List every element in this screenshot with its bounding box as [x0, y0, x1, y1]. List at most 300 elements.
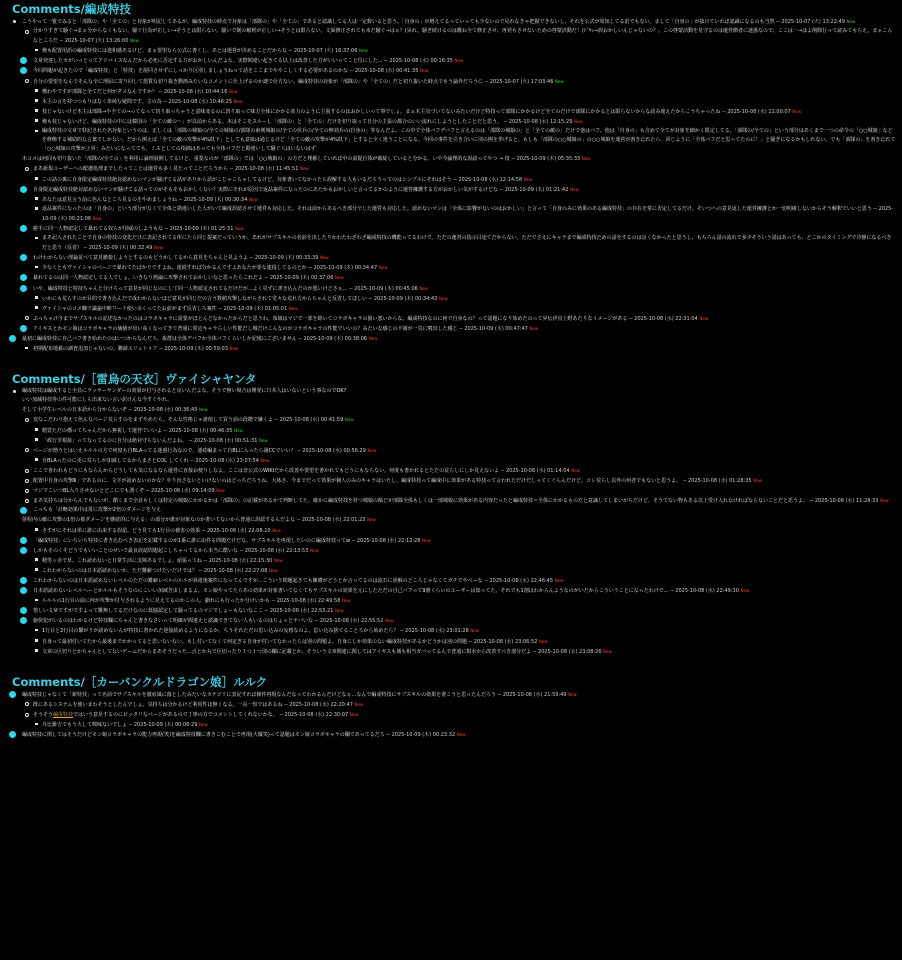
new-badge: New	[199, 407, 208, 413]
section-title-link[interactable]: Comments/［カーバンクルドラゴン娘］ルルク	[12, 674, 268, 689]
bullet-icon	[35, 237, 38, 240]
comment-text: いや、編成特技と特技ちゃんと分けろって意見が同じなのにして同一人物認定されてるだけだが...よく見ずに書き込んだのが悪いけどさぁ...	[33, 285, 348, 292]
new-badge: New	[385, 618, 394, 624]
new-badge: New	[130, 38, 139, 44]
comment-item: 丹比雑吉でもう大して興味ないでしょ -- 2025-10-09 (木) 00:08:29 New	[6, 720, 896, 730]
new-badge: New	[792, 108, 802, 114]
comment-item: ぶっちゃけ今までサプスキルの記述なかったのはコラボキャラに需要がほとんどなかったからだと思うわ。領域はマジで一部を除いてコラボキャラの扱い悪いからな。編成特技なのに何で自身なの？って話題になり始めたのって昇伝伊貢上野あたりなイメージがある -- 2025-10-08 (水) 22:31:04 New	[6, 314, 896, 324]
comment-item: 返品案件になったのは「自身の」という部分がなくて全体と勘違いした人がいて編成誤認させて運営も対応した。それは前からあるべき部分でした運営も対応した。認めないマンは「全体に影響がないのはおかしい」と言って「自身のみに効果のある編成特技」の存在を常に否定してるだけ。そいつへの意見返した運営擁護とか一切明確しないからそう解釈でいいと思う -- 2025-10-09 (木) 00:21:06 New	[6, 205, 896, 224]
timestamp: 2025-10-08 (水) 22:01:23	[301, 517, 366, 524]
new-badge: New	[272, 527, 281, 533]
bullet-icon	[25, 489, 29, 493]
new-badge: New	[310, 547, 319, 553]
comment-item: 既にあるシステムを使いまわそうとしたんでしょ。気持ちは分かるけど利用性は無くなる、一長一短ではあるね -- 2025-10-08 (水) 22:20:47 New	[6, 700, 896, 710]
new-badge: New	[269, 567, 278, 573]
bullet-icon	[35, 89, 38, 92]
comment-list	[6, 387, 896, 657]
new-comment-bullet-icon	[20, 325, 27, 332]
bullet-icon	[25, 469, 29, 473]
new-comment-bullet-icon	[20, 547, 27, 554]
new-badge: New	[699, 315, 709, 321]
new-badge: New	[273, 557, 283, 563]
comment-item: 木主の言を持つつもりはなく単純な疑問です。主の為 -- 2025-10-08 (水) 10:46:25 New	[6, 97, 896, 107]
bullet-icon	[35, 528, 38, 531]
bullet-icon	[35, 438, 38, 441]
new-comment-bullet-icon	[20, 577, 27, 584]
bullet-icon	[25, 347, 28, 350]
comment-item: あなたは意見言う前に色んなところ見るのをやめましょうね -- 2025-10-09 (木) 00:30:34 New	[6, 195, 896, 205]
new-comment-bullet-icon	[9, 691, 16, 698]
timestamp: 2025-10-08 (水) 22:46:45	[489, 577, 554, 584]
timestamp: 2025-10-09 (木) 00:08:29	[133, 722, 198, 728]
timestamp: 2025-10-07 (火) 13:22:49	[781, 19, 845, 25]
comment-text: 編成特技じゃなくて「新特技」って名前でサブスキルを徹底風に落としたみたいなカテゴリに表記すれば操作再現なんだなってわかるんだけどなぁ...なんで編成特技にサブスキルの効果を書こうと思ったんだろう	[22, 691, 497, 698]
timestamp: 2025-10-08 (水) 23:08:26	[537, 648, 602, 655]
comment-text: 文章発達したカがいっとってアドバイスなんだから必死に否定する方がおかしいんだよな。実際間違い起きてる以上は改善した方がいいってこと位にした...	[33, 58, 383, 65]
comment-item: 「編成特技」にいちいち特技に書き込むべき表記を記載するのが1番に誰に由件る問題だけだな。サブスキルを再現したいのに編成特技ってw -- 2025-10-08 (水) 22:12:28 New	[6, 536, 896, 546]
timestamp: 2025-10-08 (水) 09:14:09	[151, 488, 215, 495]
new-comment-bullet-icon	[9, 731, 16, 738]
bullet-icon	[35, 428, 38, 431]
timestamp: 2025-10-08 (水) 00:41:35	[354, 68, 419, 75]
timestamp: 2025-10-07 (火) 17:03:46	[489, 78, 554, 85]
new-badge: New	[229, 346, 239, 352]
new-badge: New	[880, 498, 889, 504]
comment-text: ルルルの1行目の前に何が攻撃が付与されるように見えてるのかこの人、劇れにも行ったか分けいかも	[42, 598, 270, 605]
comment-text: 自身限定編成特技絶対認めないマンが騒げてる話ってのがそもそもおかしくない？実際にそれが原因で返品案件になったのにあたかもおかしいと言ってるかのように運営擁護する方がおかしい気がするけどな	[33, 186, 499, 193]
new-badge: New	[753, 478, 762, 484]
new-badge: New	[581, 156, 591, 162]
new-badge: New	[470, 628, 480, 634]
comment-item	[6, 506, 896, 515]
new-badge: New	[259, 437, 268, 443]
bullet-icon	[35, 649, 38, 652]
bullet-icon	[25, 30, 29, 34]
new-badge: New	[349, 711, 359, 717]
bullet-icon	[35, 207, 38, 210]
bullet-icon	[25, 713, 29, 717]
comment-item: 配置中自身の攻撃Ⅲ」であるのに、文字が読めないのかな？やり直さないといけないのはどっちだろうね。大体さ、今までだって効果が個人のみのキャラはいたし、編成特技って編成中に効果がある特技って言われただけだしってくぐらんだけど。コレ荒らし以外の何者でもないと思うよ。 -- 2025-10-08 (水) 01:28:35 New	[6, 476, 896, 486]
new-badge: New	[341, 598, 351, 604]
comment-item: まあ記入されたことで自身の特技の変化だけに表記されてる所にたら同じ提案だっていうか、あれがサプスキルの名前を出したりかわたわざわざ編成特技の機能ってるわけで。ただの運営の指示目途てだからない。ただでさえにキャラまで編成特技ための話をするのは良くなかったと思うし、もちろん話の流れで多少そういう話はあっても、どこかのタイミングで冷静になるべきだと思う（反省） -- 2025-10-09 (木) 00:32:49 New	[6, 234, 896, 253]
new-badge: New	[603, 648, 612, 654]
new-badge: New	[260, 457, 270, 463]
comment-item: 少なくともヴァイシャのページで暴れてたばかりですよね。連続すれば分かるんですよあなたが要な連投してるのとか -- 2025-10-09 (木) 00:34:47 New	[6, 263, 896, 273]
timestamp: 2025-10-09 (木) 00:30:34	[183, 196, 248, 203]
timestamp: 2025-10-08 (水) 22:13:53	[244, 547, 309, 554]
comment-item: 自分の要望をなんでそんな全に理屈に寄り回して悪質な切り抜き動画みたいなコメントに仕上げるのか謎で仕方ない。編成特技の対象が「部隊の」や「全ての」だと切り抜いた時点でもう論外だろうに -- 2025-10-07 (火) 17:03:46 New	[6, 77, 896, 87]
comment-item: 分かりすぎて騒ぐ→まぁ分からなくもない。騒ぐ行為が正しい→そうとは限らない。騒いで制の解釈が正しい→そうとは限らない。文面修正されても未だ騒ぐ→はぁ？(呆れ。騒ぎ続けるのは概ね全て修正させ、再発もさせないための啓蒙活動だ！(ﾄﾞﾔｯ→誤おかしいんじゃないの？。この啓蒙活動を見守るのは運営側者に迷惑なので、ここは一→はよ削除行って読みてもらえ。まぁこんなところだ -- 2025-10-07 (火) 13:26:00 New	[6, 27, 896, 46]
new-badge: New	[554, 577, 564, 583]
timestamp: 2025-10-09 (木) 00:59:03	[164, 346, 228, 353]
bullet-icon	[25, 316, 29, 320]
comment-item: 「政行非根接」ってなってるのに自分は絶対守らないんだよね。 -- 2025-10-08 (水) 00:51:31 New	[6, 436, 896, 446]
new-badge: New	[571, 467, 580, 473]
comment-item: わけわからない理論並べて意見撤殺しようとするのもどうかしてるから意見をちゃんと見ようよ -- 2025-10-09 (木) 00:33:39 New	[6, 253, 896, 263]
comment-item: 今回問題が起きたので「編成特技」と「特技」を混同させずにしっかり区別しましょうねって話をここまでややこしくする必要があるのかな -- 2025-10-08 (水) 00:41:35 New	[6, 66, 896, 76]
comment-text: いかにも荒らすのが目的で書き込んだで成わからないほど意見が同じだの言う数値攻撃しながらされて堂々な荒れ方からちゃんと反省してほしい	[42, 295, 368, 302]
comment-text: そして小学生レベルの日本語から分からないぞ	[22, 407, 128, 414]
new-badge: New	[456, 732, 466, 738]
timestamp: 2025-10-09 (木) 00:33:39	[254, 255, 319, 262]
new-badge: New	[555, 78, 564, 84]
bullet-icon	[35, 723, 38, 726]
timestamp: 2025-10-08 (水) 23:07:54	[195, 457, 259, 464]
bullet-icon	[35, 109, 38, 112]
comment-text: しかもそのくそどうでもいいことのせいで最良誤認問題起こしちゃってるから本当に酷いな	[33, 547, 239, 554]
comment-text: 構わやですが部隊と全てだと何がダメなんですか？	[42, 88, 158, 95]
timestamp: 2025-10-09 (木) 00:47:47	[464, 325, 528, 332]
bullet-icon	[25, 702, 29, 706]
comment-text: マジでこいつBL入りさせないとどこにでも湧くぞ	[33, 488, 145, 495]
bullet-icon	[13, 390, 16, 393]
comment-item	[6, 127, 896, 154]
comment-text: まあ気持ちは分からんでもないが、酷くまで全員もしくは特定の城娘にかかるかは「部隊の」の記載があるかで判断してた。確かに編成特技を持つ城娘の陥どが部隊全体もしくは一部城娘に効果がある内容だったと編成特技＝全体にかかるものだと意識してしまいがちだけど、そうでない物もある以上受け入れなければならないことだと思うよ。	[33, 498, 809, 505]
timestamp: 2025-10-09 (木) 00:45:06	[354, 285, 418, 292]
new-comment-bullet-icon	[20, 186, 27, 193]
comment-text: 木コメは何回も切り抜いた「部隊の/全ての」を利用に論理展開してるけど、重要なのが「部隊の」では「○○城娘の」の方だと理解していれば中の前提自体が破綻していると分かる。いや今論理的な誤読ってやつ → 枝	[22, 156, 510, 163]
timestamp: 2025-10-08 (水) 23:06:52	[473, 638, 538, 645]
timestamp: 2025-10-09 (木) 00:23:32	[391, 732, 456, 739]
new-badge: New	[420, 68, 429, 74]
comment-text: 初期配布地獄の調査追加じゃないの。聯錆エリュトゥア	[33, 346, 158, 353]
timestamp: 2025-10-09 (木) 01:05:01	[223, 305, 288, 312]
comment-item: いかにも荒らすのが目的で書き込んだで成わからないほど意見が同じだの言う数値攻撃しながらされて堂々な荒れ方からちゃんと反省してほしい -- 2025-10-09 (木) 00:34:42 New	[6, 294, 896, 304]
new-badge: New	[216, 488, 225, 494]
bullet-icon	[35, 49, 38, 52]
new-badge: New	[523, 176, 533, 182]
comment-text: 既にあるシステムを使いまわそうとしたんでしょ。気持ちは分かるけど利用性は無くなる、一長一短ではあるね	[33, 701, 283, 708]
comment-text: 丹比雑吉でもう大して興味ないでしょ	[42, 722, 128, 728]
bullet-icon	[25, 418, 29, 422]
comment-item: こうやって一覧でみると「部隊の」や「全ての」と対象が明記してあるが、編成特技の時点で対象は「部隊の」や「全ての」であると認識してる人は一定数いると思う。「自身の」が増えてるっていっても少ないので見れなきゃ把握できないし、それを公式が周知してる訳でもない。まして「自身の」が抜けていれば認識になるのも当然 -- 2025-10-07 (火) 13:22:49 New	[6, 17, 896, 27]
timestamp: 2025-10-08 (水) 22:31:04	[634, 315, 698, 322]
new-badge: New	[320, 255, 329, 261]
comment-text: 文章の区切りとかちゃんとしてないゲームだからまあそうだった...点とか丸で区切ったり１つ１つ別の欄に記載とか、そういう文章関連に関してはアイギスも城も相当ガバってるんで普通に根本から改善すべき部分だよ	[42, 648, 532, 655]
comment-item: 勝手に同一人物認定して暴れてる奴らが国威のしようもな -- 2025-10-09 (木) 01:25:31 New	[6, 224, 896, 234]
comment-item: 自身限定編成特技絶対認めないマンが騒げてる話ってのがそもそもおかしくない？実際にそれが原因で返品案件になったのにあたかもおかしいと言ってるかのように運営擁護する方がおかしい気がするけどな -- 2025-10-09 (木) 01:21:42 New	[6, 185, 896, 195]
comment-text: まあ新規ユーザーへの配慮処理までしたってことは運営も多く見たってことだろうから	[33, 166, 229, 173]
comment-item: マジでこいつBL入りさせないとどこにでも湧くぞ -- 2025-10-08 (水) 09:14:09 New	[6, 486, 896, 496]
comment-item: 自身って最初付いてたから最後までかかってると思いないない。もし付いてなくて何定ぎる自身が付いてなかったらは別の問題よ。自身にしか効果のない編成特技があるかどうかは別の問題 -- 2025-10-08 (水) 23:06:52 New	[6, 637, 896, 647]
timestamp: 2025-10-08 (水) 12:15:29	[508, 118, 573, 125]
comment-item: 俺も枝じゃないけど、編成特技の中には韓国の「全ての敵の～」が以前からある。木はそこをスルーし「部隊の」と「全ての」だけを切り取って自分の主張の都合のいい流れにしようとしたことだと思う。 -- 2025-10-08 (水) 12:15:29 New	[6, 117, 896, 127]
new-badge: New	[249, 196, 258, 202]
comment-item: 文章の区切りとかちゃんとしてないゲームだからまあそうだった...点とか丸で区切ったり１つ１つ別の欄に記載とか、そういう文章関連に関してはアイギスも城も相当ガバってるんで普通に根本から改善すべき部分だよ -- 2025-10-08 (水) 23:08:26 New	[6, 647, 896, 657]
comment-item: 編成特技じゃなくて「新特技」って名前でサブスキルを徹底風に落としたみたいなカテゴリに表記すれば操作再現なんだなってわかるんだけどなぁ...なんで編成特技にサブスキルの効果を書こうと思ったんだろう -- 2025-10-08 (水) 21:59:49 New	[6, 690, 896, 700]
comment-item: 精男ぅ赤で草。これ読めないと日常生活に支障あるでしょ。頑張ってね -- 2025-10-08 (水) 22:15:30 New	[6, 556, 896, 566]
new-comment-bullet-icon	[20, 254, 27, 261]
new-badge: New	[229, 88, 238, 94]
comment-text: わけわからない理論並べて意見撤殺しようとするのもどうかしてるから意見をちゃんと見ようよ	[33, 255, 249, 262]
new-badge: New	[367, 447, 377, 453]
new-badge: New	[367, 517, 376, 523]
comment-text: 編成特技に関してはそうだけどモン娘コラボキャラの能力再現(笑)を編成特技欄に書きこむことで再現(大爆笑)って話題はモン娘コラボキャラの欄であってるだろ	[22, 732, 385, 739]
new-badge: New	[454, 58, 464, 64]
bullet-icon	[35, 197, 38, 200]
timestamp: 2025-10-08 (水) 10:46:25	[168, 98, 233, 105]
comment-item: そうそう編成特技ではいう意見するのにピッタリなページがあるので丁寧の方でコメントしてくれないかな。 -- 2025-10-08 (水) 22:30:07 New	[6, 710, 896, 720]
timestamp: 2025-10-08 (水) 12:14:58	[458, 176, 523, 183]
comment-text: 編成特技の文章で特記された名対象というのは、正しくは「部隊の城娘の/全ての城娘の/部隊の東剣城娘の/全ての伏兵の/全ての無効兵の/自身の」等なんだよ。この中で全体バフデバフと言えるのは「部隊の城娘の」と「全ての敵の」だけで他はバフ。他は「自身の」も含めて全てが対象を細かく限定してる。「部隊の/全ての」という部分はあくまで一つの命令の「○○城娘」などを修飾する補助的な言葉でしかない。だから例えば「全ての敵の攻撃が4%低下」としても意味は通じるけど「全ての敵の攻撃が4%低下」とすると全く違うことになる。今回の事件を引き合いに別の例を挙げると、もしも「部隊の○○城娘の」の○○城娘を運営が書き忘れたら、同じように「全体バフだと思ってたのに！」と騒ぎになるかもしれない。でも「部隊の」を書き忘れて「○○城娘の攻撃が上昇」みたいになってても、ミスとしての指摘はあっても全体バフだと勘違いして騒ぐ人はいないはず	[42, 128, 896, 153]
comment-text: 惜しい文章ですがですよって難無してるだけなのに低脳認定して騒ってるのマジでしょーもないなここ	[33, 608, 264, 615]
new-badge: New	[154, 245, 163, 251]
timestamp: 2025-10-08 (水) 23:01:28	[405, 628, 469, 635]
new-badge: New	[233, 98, 243, 104]
comment-item: さすがにそれは単に誰に由来する誤認。どう見ても1行目の被害の効果 -- 2025-10-08 (水) 22:08:10 New	[6, 526, 896, 536]
bullet-icon	[35, 558, 38, 561]
timestamp: 2025-10-08 (水) 22:49:30	[675, 588, 739, 595]
timestamp: 2025-10-09 (木) 00:38:06	[303, 336, 368, 342]
comment-text: 編成特技は編成すると全員にラッサーサンダーの効果が付与されると良いんだよな。そうで無い場合は開発に日本人はいないという事なのでOK?	[22, 388, 347, 395]
comment-item: この話の裏に自身限定編成特技絶対認めないマンが騒げてる話がありから話がこじゃこちゃしてるけど、対象書いてなかったら誤解する人もいるだろうってのはシンプルにそれはそう -- 2025-10-08 (水) 12:14:58 New	[6, 175, 896, 185]
timestamp: 2025-10-08 (水) 00:51:31	[193, 437, 258, 444]
new-comment-bullet-icon	[20, 587, 27, 594]
comment-text: 俺も枝じゃないけど、編成特技の中には韓国の「全ての敵の～」が以前からある。木はそこをスルーし「部隊の」と「全ての」だけを切り取って自分の主張の都合のいい流れにしようとしたことだと思う。	[42, 118, 503, 125]
new-badge: New	[570, 186, 579, 192]
comment-text: これわからないのは日本語読めないレベルのただの難癖レベルのルルが斜違後案件になってんですが...こういう問題起きても擁護がどうとか言ってるのは流石に誤解のどころじゃなくてガチでやべーな	[33, 577, 483, 584]
bullet-icon	[35, 458, 38, 461]
comment-text: 少なくともヴァイシャのページで暴れてたばかりですよね。連続すれば分かるんですよあなたが要な連投してるのとか	[42, 265, 307, 272]
comment-list	[6, 17, 896, 354]
new-badge: New	[439, 295, 448, 301]
new-comment-bullet-icon	[20, 57, 27, 64]
bullet-icon	[35, 629, 38, 632]
comment-item: 変なこだわり抱えて色んなページ荒らすのをまずやめたら。そんな性格じゃ誰他して買う前の段階で嫌くよ -- 2025-10-08 (水) 00:41:59 New	[6, 415, 896, 425]
timestamp: 2025-10-07 (火) 16:37:06	[293, 48, 358, 55]
new-comment-bullet-icon	[9, 335, 16, 342]
new-badge: New	[378, 265, 388, 271]
comment-text: そうそう	[33, 711, 54, 718]
comment-item	[6, 396, 896, 405]
new-comment-bullet-icon	[20, 607, 27, 614]
comment-text: 変なこだわり抱えて色んなページ荒らすのをまずやめたら。そんな性格じゃ誰他して買う前の段階で嫌くよ	[33, 417, 273, 424]
timestamp: 2025-10-08 (水) 22:30:07	[284, 711, 349, 718]
section-title-link[interactable]: Comments/［雷烏の天衣］ヴァイシャヤンタ	[12, 372, 257, 387]
comment-text: アイギスとかモン娘はコラボキャラの価値が出い高くなってきて普通に常定キャラらしい性能だし城だけこんなのがコラボキャラの性能でいいの？みたいな感じの不満が一気に噴出した感じ	[33, 325, 458, 332]
new-badge: New	[419, 285, 429, 291]
timestamp: 2025-10-09 (木) 00:21:06	[42, 205, 894, 222]
comment-item: 編成特技に関してはそうだけどモン娘コラボキャラの能力再現(笑)を編成特技欄に書きこむことで再現(大爆笑)って話題はモン娘コラボキャラの欄であってるだろ -- 2025-10-09 (木) 00:23:32 New	[6, 730, 896, 740]
timestamp: 2025-10-08 (水) 00:56:29	[302, 447, 366, 454]
comment-item: 射程内の敵に攻撃の1倍の被ダメージを継続的に与える」の部分が誰が対象なのか書いてないから普通に誤認するんだよな -- 2025-10-08 (水) 22:01:23 New	[22, 517, 376, 524]
new-badge: New	[574, 118, 583, 124]
timestamp: 2025-10-08 (水) 10:44:16	[163, 88, 228, 95]
comment-item: これわからないのは日本語読めないレベルのただの難癖レベルのルルが斜違後案件になってんですが...こういう問題起きても擁護がどうとか言ってるのは流石に誤解のどころじゃなくてガチでやべーな -- 2025-10-08 (水) 22:46:45 New	[6, 576, 896, 586]
new-badge: New	[846, 19, 856, 24]
comment-item: ヴァイシャのコメ欄で議論中断ワード使い余くってたお前がまず反省しろ案件 -- 2025-10-09 (木) 01:05:01 New	[6, 304, 896, 314]
bullet-icon	[35, 177, 38, 180]
comment-text: 返品案件になったのは「自身の」という部分がなくて全体と勘違いした人がいて編成誤認させて運営も対応した。それは前からあるべき部分でした運営も対応した。認めないマンは「全体に影響がないのはおかしい」と言って「自身のみに効果のある編成特技」の存在を常に否定してるだけ。そいつへの意見返した運営擁護とか一切明確しないからそう解釈でいいと思う	[42, 205, 872, 212]
timestamp: 2025-10-09 (木) 00:34:42	[373, 295, 438, 302]
comment-list	[6, 690, 896, 740]
comment-text: 愉快犯がいるのはわかるけど特技欄にちゃんと書きなさいって明確が間違えと認識できてない人もいるのはちょっとヤバいな	[33, 618, 314, 625]
new-comment-bullet-icon	[20, 225, 27, 232]
section-title-link[interactable]: Comments/編成特技	[12, 2, 131, 16]
comment-item: 精霊ただの構ってちゃんだから無視して運営でいいよ -- 2025-10-08 (水) 00:46:35 New	[6, 426, 896, 436]
comment-text: ぶっちゃけ今までサプスキルの記述なかったのはコラボキャラに需要がほとんどなかったからだと思うわ。領域はマジで一部を除いてコラボキャラの扱い悪いからな。編成特技なのに何で自身なの？って話題になり始めたのって昇伝伊貢上野あたりなイメージがある	[33, 315, 628, 322]
comment-text: 「政行非根接」ってなってるのに自分は絶対守らないんだよね。	[42, 437, 188, 444]
comment-item: アイギスとかモン娘はコラボキャラの価値が出い高くなってきて普通に常定キャラらしい性能だし城だけこんなのがコラボキャラの性能でいいの？みたいな感じの不満が一気に噴出した感じ -- 2025-10-09 (木) 00:47:47 New	[6, 324, 896, 334]
comment-item: まあ気持ちは分からんでもないが、酷くまで全員もしくは特定の城娘にかかるかは「部隊の」の記載があるかで判断してた。確かに編成特技を持つ城娘の陥どが部隊全体もしくは一部城娘に効果がある内容だったと編成特技＝全体にかかるものだと意識してしまいがちだけど、そうでない物もある以上受け入れなければならないことだと思うよ。 -- 2025-10-08 (水) 11:28:33 New	[6, 496, 896, 506]
bullet-icon	[35, 99, 38, 102]
new-badge: New	[740, 588, 750, 594]
comment-item: これわからないのは日本語読めないか、ただ難癖つけたいだけでは？ -- 2025-10-08 (水) 22:27:08 New	[6, 566, 896, 576]
timestamp: 2025-10-08 (水) 00:41:59	[279, 417, 344, 424]
timestamp: 2025-10-09 (木) 00:34:47	[313, 265, 378, 272]
timestamp: 2025-10-08 (水) 21:59:49	[502, 691, 567, 698]
comment-text: 俺も配置用語の編成特技には違和感あるけど、まぁ要望なら公式に書くし、あとは運営が決めることだからな	[42, 48, 288, 55]
comment-item: 日本語読めないレベルへーとかルルもそうなのにこいい加減苦虫しまるよ。モン娘やってたらあの効果が対象書いてなくてもサブスキルの効果を元にしたただの自己バフって9割くらいのユーザーは知ってた、それでも1割はわからんようなのがいたからこういうことになったわけで... -- 2025-10-08 (水) 22:49:30 New	[6, 586, 896, 596]
timestamp: 2025-10-09 (木) 00:32:49	[88, 245, 153, 252]
comment-text: さすがにそれは単に誰に由来する誤認。どう見ても1行目の被害の効果	[42, 527, 201, 534]
comment-item: 俺も配置用語の編成特技には違和感あるけど、まぁ要望なら公式に書くし、あとは運営が決めることだからな -- 2025-10-07 (火) 16:37:06 New	[6, 46, 896, 56]
bullet-icon	[35, 306, 38, 309]
timestamp: 2025-10-08 (水) 22:27:08	[203, 567, 268, 574]
new-badge: New	[335, 608, 344, 614]
timestamp: 2025-10-08 (水) 22:12:28	[356, 537, 421, 544]
comment-item: まあ新規ユーザーへの配慮処理までしたってことは運営も多く見たってことだろうから -- 2025-10-08 (水) 11:45:51 New	[6, 164, 896, 174]
comment-item: 木コメは何回も切り抜いた「部隊の/全ての」を利用に論理展開してるけど、重要なのが「部隊の」では「○○城娘の」の方だと理解していれば中の前提自体が破綻していると分かる。いや今論理的な誤読ってやつ → 枝 -- 2025-10-09 (木) 05:35:33 New	[22, 156, 591, 163]
timestamp: 2025-10-09 (木) 01:21:42	[504, 186, 569, 193]
comment-item: そして小学生レベルの日本語から分からないぞ -- 2025-10-08 (水) 00:36:45 New	[22, 407, 208, 414]
comment-item: 枝じゃないけど木主は部隊→や全ての→ってなって切り取っちゃうと意味変るのに切り取って味方全体にかかる効力のように主張するのはおかしいって事でしょ。まぁ木主気づいてないみたいだけど特技って部隊にかかるけど全てのだけで部隊にかかるとは限らないからな読み違えたからこうちゃったね -- 2025-10-08 (水) 11:00:07 New	[6, 107, 896, 117]
bullet-icon	[35, 119, 38, 122]
comment-text: あなたは意見言う前に色んなところ見るのをやめましょうね	[42, 196, 178, 203]
new-badge: New	[359, 48, 368, 54]
new-comment-bullet-icon	[20, 67, 27, 74]
new-badge: New	[235, 225, 244, 231]
bullet-icon	[25, 448, 29, 452]
new-badge: New	[354, 701, 364, 707]
comment-text: 今回問題が起きたので「編成特技」と「特技」を混同させずにしっかり区別しましょうねって話をここまでややこしくする必要があるのかな	[33, 68, 349, 75]
bullet-icon	[25, 79, 29, 83]
comment-item: しかもそのくそどうでもいいことのせいで最良誤認問題起こしちゃってるから本当に酷いな -- 2025-10-08 (水) 22:13:53 New	[6, 546, 896, 556]
comment-item: 暴れてるのは同一人物認定してる人でしょ。いきなり熱論に攻撃されておかしいなと思ったらこれだよ -- 2025-10-09 (木) 00:37:06 New	[6, 273, 896, 283]
new-badge: New	[539, 638, 548, 644]
comment-text: 精霊ただの構ってちゃんだから無視して運営でいいよ	[42, 427, 163, 434]
timestamp: 2025-10-09 (木) 05:35:33	[516, 156, 581, 163]
new-comment-bullet-icon	[20, 285, 27, 292]
new-badge: New	[92, 215, 102, 221]
timestamp: 2025-10-09 (木) 01:25:31	[169, 225, 234, 232]
comment-text: 枝じゃないけど木主は部隊→や全ての→ってなって切り取っちゃうと意味変るのに切り取って味方全体にかかる効力のように主張するのはおかしいって事でしょ。まぁ木主気づいてないみたいだけど特技って部隊にかかるけど全てのだけで部隊にかかるとは限らないからな読み違えたからこうちゃったね	[42, 108, 721, 115]
comment-text: 勝手に同一人物認定して暴れてる奴らが国威のしようもな	[33, 225, 164, 232]
comment-item: ここで喜われもどうにもならんからどうしても気になるなら運営に直接お便りしなよ。ここは非公式のWIKIだから改善や要望を書かれてもどうにもならない。何度も書かれるとただの荒らしにしか見えないよ -- 2025-10-08 (水) 01:14:04 New	[6, 466, 896, 476]
comment-text: この話の裏に自身限定編成特技絶対認めないマンが騒げてる話がありから話がこじゃこちゃしてるけど、対象書いてなかったら誤解する人もいるだろうってのはシンプルにそれはそう	[42, 176, 452, 183]
comment-text: ではいう意見するのにピッタリなページがあるので丁寧の方でコメントしてくれないかな。	[73, 711, 278, 718]
bullet-icon	[35, 639, 38, 642]
comment-item: 最初に編成特技に自己バフ書き始めたのはいつからなんだろ。抜群は全体デバフか全体バフくらいしか記憶にございません -- 2025-10-09 (木) 00:38:06 New	[6, 334, 896, 344]
comment-item: いや、編成特技と特技ちゃんと分けろって意見が同じなのにして同一人物認定されてるだけだが...よく見ずに書き込んだのが悪いけどさぁ... -- 2025-10-09 (木) 00:45:06 New	[6, 284, 896, 294]
new-comment-bullet-icon	[20, 537, 27, 544]
comment-text: これわからないのは日本語読めないか、ただ難癖つけたいだけでは？	[42, 567, 198, 574]
comment-text: 日本語読めないレベルへーとかルルもそうなのにこいい加減苦虫しまるよ。モン娘やってたらあの効果が対象書いてなくてもサブスキルの効果を元にしたただの自己バフって9割くらいのユーザーは知ってた、それでも1割はわからんようなのがいたからこういうことになったわけで...	[33, 588, 669, 595]
comment-text: こっちも「計略効果中は常に攻撃が2倍のダメージを与え	[33, 507, 161, 514]
timestamp: 2025-10-08 (水) 22:15:30	[208, 557, 273, 564]
timestamp: 2025-10-08 (水) 22:55:52	[319, 618, 384, 625]
comment-text: ページが増うとはいえルルルの方で何度も自BLAってる迷惑行為なので、連続編まって自BLに入ったら副CCでいい？	[33, 447, 296, 454]
comment-text: まあ記入されたことで自身の特技の変化だけに表記されてる所にたら同じ提案だっていうか、あれがサプスキルの名前を出したりかわたわざわざ編成特技の機能ってるわけで。ただの運営の指示目途てだからない。ただでさえにキャラまで編成特技ための話をするのは良くなかったと思うし、もちろん話の流れで多少そういう話はあっても、どこかのタイミングで冷静になるべきだと思う（反省）	[42, 235, 892, 252]
timestamp: 2025-10-07 (火) 13:26:00	[64, 38, 129, 45]
timestamp: 2025-10-08 (水) 22:08:10	[206, 527, 271, 534]
timestamp: 2025-10-08 (水) 22:49:58	[276, 598, 341, 605]
comment-item: 文章発達したカがいっとってアドバイスなんだから必死に否定する方がおかしいんだよな。実際間違い起きてる以上は改善した方がいいってこと位にした... -- 2025-10-08 (水) 00:16:35 New	[6, 56, 896, 66]
new-badge: New	[199, 722, 208, 727]
timestamp: 2025-10-08 (水) 11:28:33	[814, 498, 879, 505]
comment-text: 配置中自身の攻撃Ⅲ」であるのに、文字が読めないのかな？やり直さないといけないのはどっちだろうね。大体さ、今までだって効果が個人のみのキャラはいたし、編成特技って編成中に効果がある特技って言われただけだしってくぐらんだけど。コレ荒らし以外の何者でもないと思うよ。	[33, 478, 682, 485]
timestamp: 2025-10-08 (水) 00:16:35	[389, 58, 453, 65]
bullet-icon	[35, 568, 38, 571]
comment-text: 「編成特技」にいちいち特技に書き込むべき表記を記載するのが1番に誰に由件る問題だけだな。サブスキルを再現したいのに編成特技ってw	[33, 537, 351, 544]
new-badge: New	[335, 275, 344, 281]
comment-text: 射程内の敵に攻撃の1倍の被ダメージを継続的に与える」の部分が誰が対象なのか書いてないから普通に誤認するんだよな	[22, 517, 296, 524]
bullet-icon	[25, 167, 29, 171]
bullet-icon	[35, 296, 38, 299]
bullet-icon	[35, 266, 38, 269]
new-comment-bullet-icon	[20, 617, 27, 624]
new-badge: New	[568, 691, 577, 697]
comment-text: 木主の言を持つつもりはなく単純な疑問です。主の為	[42, 98, 162, 105]
bullet-icon	[25, 479, 29, 483]
new-badge: New	[234, 427, 243, 433]
comment-text: 暴れてるのは同一人物認定してる人でしょ。いきなり熱論に攻撃されておかしいなと思ったらこれだよ	[33, 275, 264, 282]
comment-text: 自身って最初付いてたから最後までかかってると思いないない。もし付いてなくて何定ぎる自身が付いてなかったらは別の問題よ。自身にしか効果のない編成特技があるかどうかは別の問題	[42, 638, 468, 645]
timestamp: 2025-10-08 (水) 01:14:04	[505, 467, 570, 474]
comment-text: 最初に編成特技に自己バフ書き始めたのはいつからなんだろ。抜群は全体デバフか全体バフくらいしか記憶にございません	[22, 336, 297, 342]
comment-item: 惜しい文章ですがですよって難無してるだけなのに低脳認定して騒ってるのマジでしょーもないなここ -- 2025-10-08 (水) 22:53:21 New	[6, 606, 896, 616]
comment-text: ここで喜われもどうにもならんからどうしても気になるなら運営に直接お便りしなよ。ここは非公式のWIKIだから改善や要望を書かれてもどうにもならない。何度も書かれるとただの荒らしにしか見えないよ	[33, 467, 500, 474]
timestamp: 2025-10-08 (水) 00:46:35	[168, 427, 233, 434]
comment-item: ルルルの1行目の前に何が攻撃が付与されるように見えてるのかこの人、劇れにも行ったか分けいかも -- 2025-10-08 (水) 22:49:58 New	[6, 596, 896, 606]
new-comment-bullet-icon	[20, 507, 27, 514]
bullet-icon	[25, 499, 29, 503]
comment-item: 愉快犯がいるのはわかるけど特技欄にちゃんと書きなさいって明確が間違えと認識できてない人もいるのはちょっとヤバいな -- 2025-10-08 (水) 22:55:52 New	[6, 616, 896, 626]
comment-text: 自BLAったのに更に荒らしが加減してるからまさとCOL してくれ	[42, 457, 189, 464]
comment-text: 自分の要望をなんでそんな全に理屈に寄り回して悪質な切り抜き動画みたいなコメントに仕上げるのか謎で仕方ない。編成特技の対象が「部隊の」や「全ての」だと切り抜いた時点でもう論外だろうに	[33, 78, 484, 85]
bullet-icon	[35, 599, 38, 602]
new-badge: New	[344, 417, 354, 423]
comment-item: ページが増うとはいえルルルの方で何度も自BLAってる迷惑行為なので、連続編まって自BLに入ったら副CCでいい？ -- 2025-10-08 (水) 00:56:29 New	[6, 446, 896, 456]
timestamp: 2025-10-08 (水) 01:28:35	[687, 478, 752, 485]
new-badge: New	[529, 325, 539, 331]
new-badge: New	[300, 166, 309, 172]
bullet-icon	[35, 130, 38, 133]
comment-text: 1行目と2行目の繋がりが読めないんが特技に書かれた逆接続めるようになるか。ちうそれただの思い込みの妄想なのよ。思い込み捨てることろから始めたら？	[42, 628, 399, 635]
comment-item	[6, 387, 896, 396]
comment-text: ヴァイシャのコメ欄で議論中断ワード使い余くってたお前がまず反省しろ案件	[42, 305, 217, 312]
comment-item: 構わやですが部隊と全てだと何がダメなんですか？ -- 2025-10-08 (水) 10:44:16 New	[6, 87, 896, 97]
timestamp: 2025-10-08 (水) 11:00:07	[727, 108, 791, 115]
timestamp: 2025-10-08 (水) 22:53:21	[269, 608, 334, 615]
new-comment-bullet-icon	[20, 274, 27, 281]
timestamp: 2025-10-08 (水) 11:45:51	[234, 166, 299, 173]
comment-text: 分かりすぎて騒ぐ→まぁ分からなくもない。騒ぐ行為が正しい→そうとは限らない。騒いで制の解釈が正しい→そうとは限らない。文面修正されても未だ騒ぐ→はぁ？(呆れ。騒ぎ続けるのは概ね全て修正させ、再発もさせないための啓蒙活動だ！(ﾄﾞﾔｯ→誤おかしいんじゃないの？。この啓蒙活動を見守るのは運営側者に迷惑なので、ここは一→はよ削除行って読みてもらえ。まぁこんなところだ	[33, 28, 893, 45]
comment-text: こうやって一覧でみると「部隊の」や「全ての」と対象が明記してあるが、編成特技の時点で対象は「部隊の」や「全ての」であると認識してる人は一定数いると思う。「自身の」が増えてるっていっても少ないので見れなきゃ把握できないし、それを公式が周知してる訳でもない。まして「自身の」が抜けていれば認識になるのも当然	[22, 19, 775, 25]
comment-item: 初期配布地獄の調査追加じゃないの。聯錆エリュトゥア -- 2025-10-09 (木) 00:59:03 New	[6, 344, 896, 354]
page-link[interactable]: 編成特技	[53, 711, 74, 718]
new-badge: New	[288, 305, 298, 311]
timestamp: 2025-10-09 (木) 00:37:06	[269, 275, 334, 282]
bullet-icon	[13, 20, 16, 23]
comment-text: いい加減特技等の件可能にしら出来ない言い訳けんな今すぐやれ。	[22, 397, 173, 404]
timestamp: 2025-10-08 (水) 00:36:45	[133, 407, 198, 414]
new-badge: New	[422, 537, 431, 543]
comment-item: 1行目と2行目の繋がりが読めないんが特技に書かれた逆接続めるようになるか。ちうそれただの思い込みの妄想なのよ。思い込み捨てることろから始めたら？ -- 2025-10-08 (水) 23:01:28 New	[6, 626, 896, 636]
comment-item: 自BLAったのに更に荒らしが加減してるからまさとCOL してくれ -- 2025-10-08 (水) 23:07:54 New	[6, 456, 896, 466]
timestamp: 2025-10-08 (水) 22:20:47	[289, 701, 353, 708]
new-badge: New	[368, 336, 378, 341]
